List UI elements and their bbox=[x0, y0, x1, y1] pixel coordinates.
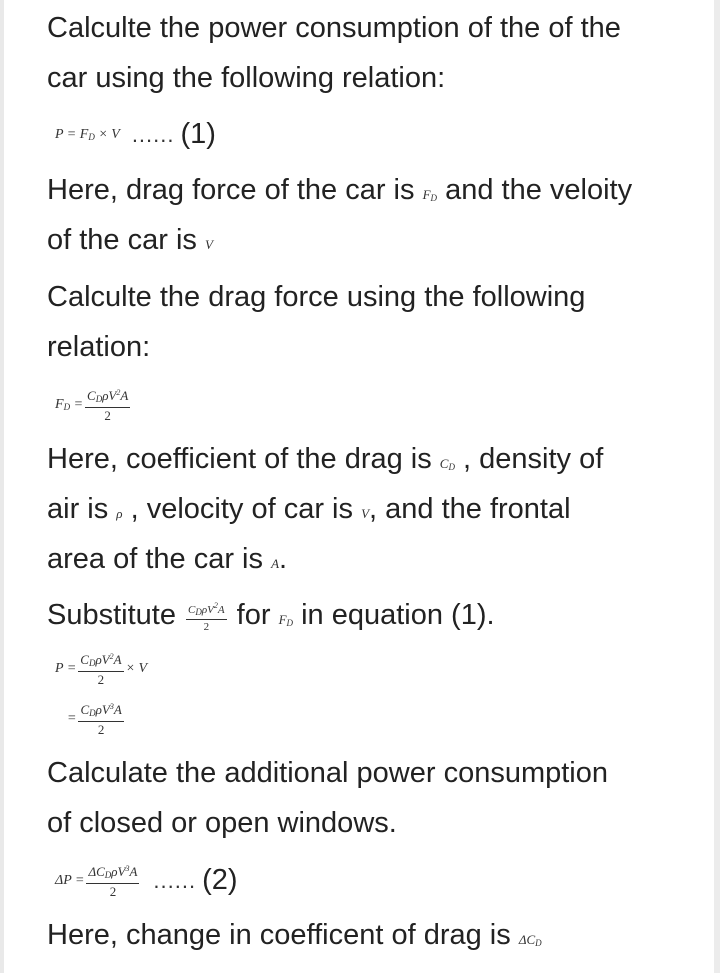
paragraph-4-line-1: Here, coefficient of the drag is $C_D$ , density of bbox=[47, 443, 604, 475]
eq5-dots: ...... bbox=[153, 867, 197, 893]
equation-2: $F_D$ = $\frac{C_D\rho V^2A}{2}$ bbox=[55, 388, 129, 423]
velocity-symbol-2: V bbox=[361, 506, 370, 521]
inline-fraction: $\frac{C_D\rho V^2A}{2}$ bbox=[188, 600, 225, 633]
left-border bbox=[0, 0, 4, 973]
eq1-dots: ...... bbox=[131, 121, 175, 147]
drag-force-symbol: $F_D$ bbox=[422, 187, 438, 203]
eq1-sub: D bbox=[88, 131, 95, 142]
equation-4: = $\frac{C_D\rho V^3A}{2}$ bbox=[67, 702, 122, 737]
paragraph-7: Here, change in coefficent of drag is $\Delta C_D$ bbox=[47, 919, 542, 951]
eq4-fraction: $\frac{C_D\rho V^3A}{2}$ bbox=[80, 702, 122, 737]
eq5-tag: (2) bbox=[202, 864, 238, 896]
p2-text-c: of the car is bbox=[47, 224, 205, 256]
paragraph-4-line-3: area of the car is A. bbox=[47, 543, 288, 575]
p2-text-b: and the veloity bbox=[437, 174, 633, 206]
eq2-fraction: $\frac{C_D\rho V^2A}{2}$ bbox=[87, 388, 129, 423]
paragraph-6-line-1: Calculate the additional power consumption bbox=[47, 757, 609, 789]
paragraph-2-line-2 bbox=[47, 223, 213, 262]
eq1-lhs: P = F bbox=[55, 126, 89, 142]
p2-text-a: Here, drag force of the car is bbox=[47, 174, 423, 206]
paragraph-5: Substitute $\frac{C_D\rho V^2A}{2}$ for $F_D$ in equation (1). bbox=[47, 599, 495, 633]
paragraph-6-line-2: of closed or open windows. bbox=[47, 807, 397, 839]
paragraph-4-line-2: air is ρ , velocity of car is V, and the frontal bbox=[47, 493, 571, 525]
eq3-fraction: $\frac{C_D\rho V^2A}{2}$ bbox=[80, 652, 122, 687]
drag-force-symbol-2: $F_D$ bbox=[278, 612, 294, 628]
equation-5: ΔP = $\frac{\Delta C_D\rho V^3A}{2}$ ...... (2) bbox=[55, 864, 238, 899]
drag-coefficient-symbol: $C_D$ bbox=[439, 456, 455, 472]
paragraph-1-line-1: Calculte the power consumption of the of the bbox=[47, 12, 621, 44]
paragraph-2-line-1 bbox=[47, 173, 632, 215]
velocity-symbol: V bbox=[204, 237, 213, 252]
area-symbol: A bbox=[271, 556, 280, 571]
paragraph-1-line-2: car using the following relation: bbox=[47, 62, 446, 94]
delta-drag-coefficient-symbol: $\Delta C_D$ bbox=[518, 932, 542, 948]
paragraph-3-line-2: relation: bbox=[47, 331, 151, 363]
eq5-fraction: $\frac{\Delta C_D\rho V^3A}{2}$ bbox=[88, 864, 138, 899]
right-border bbox=[714, 0, 720, 973]
density-symbol: ρ bbox=[116, 506, 123, 521]
equation-3: P = $\frac{C_D\rho V^2A}{2}$ × V bbox=[55, 652, 148, 687]
eq1-tag: (1) bbox=[180, 118, 216, 150]
equation-1 bbox=[55, 118, 216, 151]
paragraph-3-line-1: Calculte the drag force using the following bbox=[47, 281, 586, 313]
eq1-rest: × V bbox=[94, 126, 120, 142]
